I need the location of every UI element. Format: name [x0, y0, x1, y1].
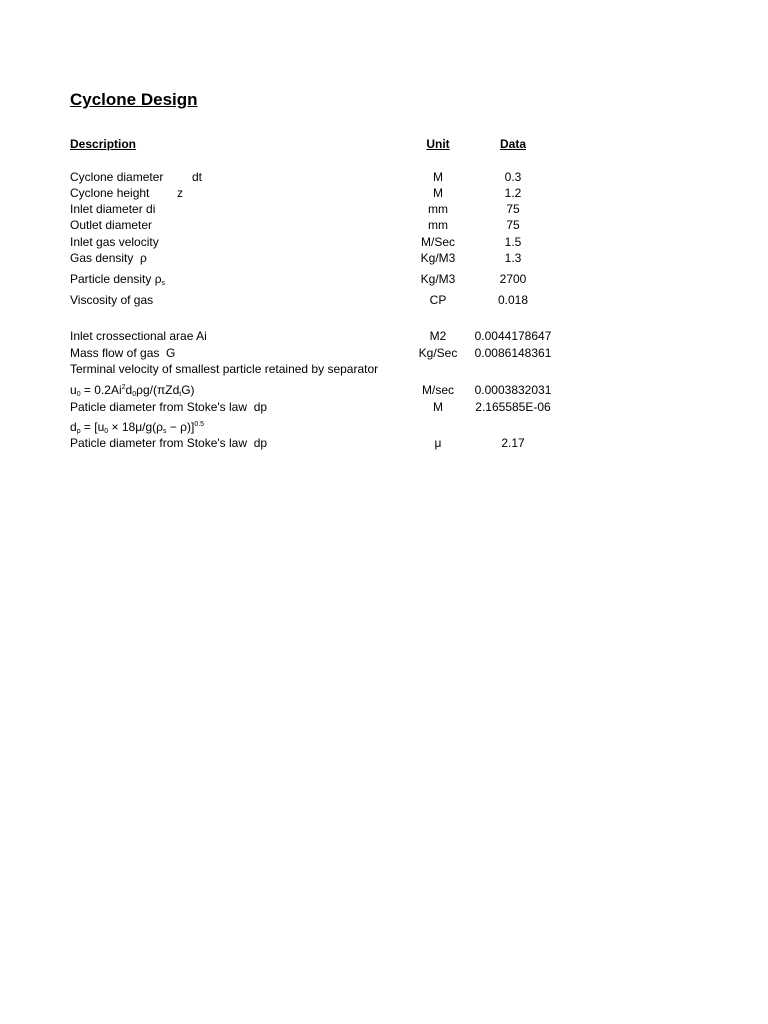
row-unit: M2	[429, 329, 447, 343]
row-terminal-velocity	[0, 382, 768, 398]
row-cyclone-height	[0, 185, 768, 201]
row-value: 2700	[499, 272, 527, 286]
row-unit: M	[433, 186, 443, 200]
row-unit: CP	[429, 293, 447, 307]
formula-part: d	[70, 420, 77, 434]
row-label: Viscosity of gas	[70, 293, 154, 307]
row-symbol: z	[177, 186, 183, 200]
row-unit: M/Sec	[420, 235, 455, 249]
row-particle-diameter-mu	[0, 435, 768, 451]
row-unit: Kg/M3	[420, 251, 456, 265]
row-unit: M	[433, 400, 443, 414]
formula-part: u	[70, 383, 77, 397]
row-value: 75	[506, 202, 520, 216]
row-outlet-diameter	[0, 217, 768, 233]
formula-part: d	[125, 383, 133, 397]
row-label	[70, 271, 165, 287]
row-value: 0.0044178647	[474, 329, 552, 343]
page-title: Cyclone Design	[70, 90, 198, 109]
row-unit: mm	[428, 202, 448, 216]
row-value: 0.0003832031	[474, 383, 552, 397]
row-particle-diameter-m	[0, 399, 768, 415]
formula-part: − ρ)]	[166, 420, 195, 434]
row-unit: μ	[434, 436, 442, 450]
label-text: Particle density ρ	[70, 272, 162, 286]
row-inlet-area	[0, 328, 768, 344]
row-value: 75	[506, 218, 520, 232]
formula-subscript: 0	[76, 391, 81, 398]
row-symbol: dt	[192, 170, 203, 184]
formula-part: = [u	[80, 420, 105, 434]
row-inlet-diameter	[0, 201, 768, 217]
row-unit: M/sec	[421, 383, 454, 397]
formula-subscript: t	[179, 391, 182, 398]
label-subscript: s	[161, 280, 166, 287]
formula-subscript: p	[76, 428, 81, 435]
row-particle-density	[0, 271, 768, 287]
row-inlet-gas-velocity	[0, 234, 768, 250]
row-value: 2.165585E-06	[475, 400, 551, 414]
row-label: Inlet gas velocity	[70, 235, 159, 249]
row-particle-diameter-formula	[0, 419, 768, 435]
row-value: 1.3	[504, 251, 522, 265]
row-value: 0.0086148361	[474, 346, 552, 360]
row-unit: Kg/Sec	[418, 346, 458, 360]
row-label: Paticle diameter from Stoke's law dp	[70, 436, 268, 450]
formula-part: G)	[181, 383, 195, 397]
row-label: Cyclone diameter	[70, 170, 164, 184]
row-terminal-velocity-heading	[0, 361, 768, 377]
row-formula	[70, 382, 195, 398]
row-unit: M	[433, 170, 443, 184]
row-label: Cyclone height	[70, 186, 150, 200]
row-mass-flow	[0, 345, 768, 361]
formula-part: = 0.2Ai	[80, 383, 122, 397]
row-cyclone-diameter	[0, 169, 768, 185]
formula-superscript: 2	[121, 384, 126, 391]
row-label: Gas density ρ	[70, 251, 147, 265]
formula-part: × 18μ/g(ρ	[108, 420, 163, 434]
row-value: 2.17	[501, 436, 525, 450]
description-header: Description	[70, 137, 137, 151]
row-unit: mm	[428, 218, 448, 232]
row-formula	[70, 419, 204, 435]
row-value: 0.018	[497, 293, 529, 307]
row-label: Inlet diameter di	[70, 202, 156, 216]
row-label: Terminal velocity of smallest particle retained by separator	[70, 362, 379, 376]
formula-subscript: 0	[104, 428, 109, 435]
formula-superscript: 0.5	[194, 421, 205, 428]
row-label: Outlet diameter	[70, 218, 153, 232]
unit-header: Unit	[426, 137, 450, 151]
data-header: Data	[499, 137, 526, 151]
formula-part: ρg/(πZd	[136, 383, 180, 397]
formula-subscript: s	[162, 428, 167, 435]
row-value: 1.5	[504, 235, 522, 249]
formula-subscript: 0	[132, 391, 137, 398]
row-viscosity	[0, 292, 768, 308]
row-label: Mass flow of gas G	[70, 346, 176, 360]
row-value: 1.2	[504, 186, 522, 200]
row-label: Paticle diameter from Stoke's law dp	[70, 400, 268, 414]
row-unit: Kg/M3	[420, 272, 456, 286]
row-value: 0.3	[504, 170, 522, 184]
row-gas-density	[0, 250, 768, 266]
row-label: Inlet crossectional arae Ai	[70, 329, 207, 343]
